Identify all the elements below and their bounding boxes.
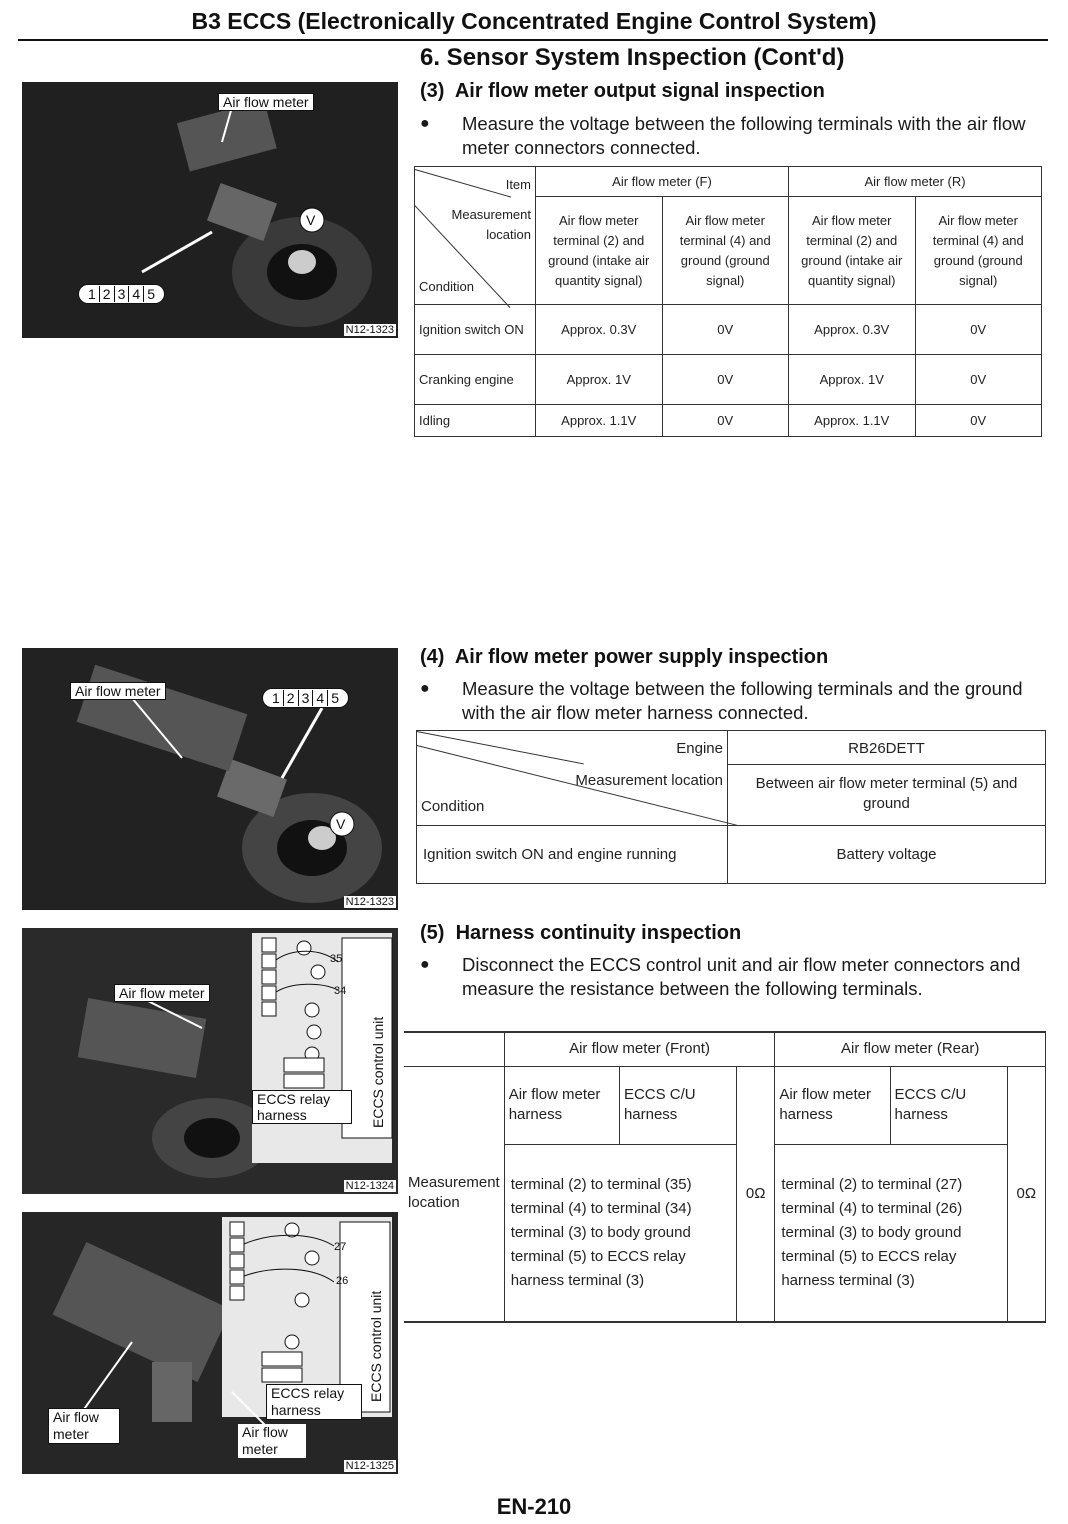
pin-3: 3 xyxy=(115,286,130,302)
sub4-header-right xyxy=(728,731,1046,826)
measurement-location: Between air flow meter terminal (5) and ground xyxy=(755,774,1018,812)
header-divider xyxy=(18,39,1048,41)
figure-afm-output-photo xyxy=(22,82,398,338)
cell-value: 0V xyxy=(915,355,1042,405)
bullet-dot-icon: ● xyxy=(420,680,430,697)
sub5-continuity-table xyxy=(404,1031,1046,1323)
corner-location: Measurement location xyxy=(575,772,723,789)
pin-3: 3 xyxy=(299,690,314,706)
corner-engine: Engine xyxy=(676,740,723,757)
cell-value: Approx. 1V xyxy=(789,355,916,405)
fig3-label-eccs-control-unit: ECCS control unit xyxy=(370,1016,386,1128)
fig3-terminal-b: 34 xyxy=(334,985,347,997)
col-rear-ground: Air flow meter terminal (4) and ground (ground signal) xyxy=(915,197,1042,305)
row-condition: Ignition switch ON and engine running xyxy=(417,826,728,884)
list-item: terminal (4) to terminal (34) xyxy=(510,1199,692,1217)
group-afm-front: Air flow meter (Front) xyxy=(504,1032,775,1066)
sub4-bullet-text: Measure the voltage between the following terminals and the ground with the air flow meter harness connected. xyxy=(462,678,1023,723)
corner-condition: Condition xyxy=(421,798,485,815)
cell-value: Approx. 1.1V xyxy=(789,405,916,437)
fig3-label-eccs-relay-harness: ECCS relay harness xyxy=(252,1090,352,1124)
cell-value: Approx. 0.3V xyxy=(536,305,663,355)
group-afm-rear: Air flow meter (R) xyxy=(789,167,1042,197)
fig1-code: N12-1323 xyxy=(345,324,394,336)
fig4-label-eccs-control-unit: ECCS control unit xyxy=(368,1290,384,1402)
fig4-label-air-flow-meter-left: Air flow meter xyxy=(48,1408,120,1444)
pin-1: 1 xyxy=(85,286,100,302)
cell-value: Approx. 1V xyxy=(536,355,663,405)
fig3-code: N12-1324 xyxy=(345,1180,394,1192)
group-afm-rear: Air flow meter (Rear) xyxy=(775,1032,1046,1066)
table-row xyxy=(417,826,1046,884)
pin-4: 4 xyxy=(313,690,328,706)
col-front-ground: Air flow meter terminal (4) and ground (ground signal) xyxy=(662,197,789,305)
list-item: terminal (2) to terminal (35) xyxy=(510,1175,692,1193)
cell-value: Battery voltage xyxy=(728,826,1046,884)
table-row xyxy=(415,355,1042,405)
col-rear-afm-harness: Air flow meter harness xyxy=(775,1066,890,1144)
harness-diagram-illustration xyxy=(22,928,398,1194)
fig1-meter-symbol: V xyxy=(306,212,316,228)
sub3-bullet xyxy=(420,112,1045,162)
pin-2: 2 xyxy=(100,286,115,302)
col-front-afm-harness: Air flow meter harness xyxy=(504,1066,619,1144)
figure-harness-rear-photo xyxy=(22,1212,398,1474)
sub3-heading xyxy=(420,80,825,103)
fig4-code: N12-1325 xyxy=(345,1460,394,1472)
row-condition: Cranking engine xyxy=(415,355,536,405)
sub4-corner-cell xyxy=(417,731,728,826)
cell-value: Approx. 1.1V xyxy=(536,405,663,437)
sub3-voltage-table xyxy=(414,166,1042,437)
group-afm-front: Air flow meter (F) xyxy=(536,167,789,197)
section-title: 6. Sensor System Inspection (Cont'd) xyxy=(420,44,845,71)
fig4-label-eccs-relay-harness: ECCS relay harness xyxy=(266,1384,362,1420)
fig4-terminal-b: 26 xyxy=(336,1275,349,1287)
sub4-heading xyxy=(420,646,828,669)
fig2-label-air-flow-meter: Air flow meter xyxy=(70,682,166,700)
fig2-meter-symbol: V xyxy=(336,816,346,832)
sub4-table-wrap xyxy=(416,730,1046,884)
sub5-bullet xyxy=(420,953,1048,1027)
fig3-terminal-a: 35 xyxy=(330,953,343,965)
col-rear-ecu-harness: ECCS C/U harness xyxy=(890,1066,1007,1144)
sub5-title: Harness continuity inspection xyxy=(455,922,742,944)
engine-photo-illustration xyxy=(22,82,398,338)
cell-value: 0V xyxy=(662,305,789,355)
empty-corner xyxy=(404,1032,504,1066)
page-header-title: B3 ECCS (Electronically Concentrated Engine Control System) xyxy=(191,8,877,34)
row-condition: Idling xyxy=(415,405,536,437)
cell-value: 0V xyxy=(662,355,789,405)
list-item: terminal (5) to ECCS relay harness terminal (3) xyxy=(781,1247,957,1289)
sub3-number: (3) xyxy=(420,80,445,102)
col-front-ecu-harness: ECCS C/U harness xyxy=(619,1066,736,1144)
cell-value: 0V xyxy=(915,405,1042,437)
pin-5: 5 xyxy=(147,286,155,302)
col-front-signal: Air flow meter terminal (2) and ground (intake air quantity signal) xyxy=(536,197,663,305)
sub5-heading xyxy=(420,922,741,945)
sub4-number: (4) xyxy=(420,646,445,668)
fig1-connector-pins xyxy=(78,284,165,304)
front-resistance-value: 0Ω xyxy=(737,1066,775,1322)
sub4-title: Air flow meter power supply inspection xyxy=(454,646,829,668)
figure-harness-front-photo xyxy=(22,928,398,1194)
sub3-title: Air flow meter output signal inspection xyxy=(454,80,825,102)
cell-value: 0V xyxy=(915,305,1042,355)
row-condition: Ignition switch ON xyxy=(415,305,536,355)
pin-1: 1 xyxy=(269,690,284,706)
figure-afm-power-photo xyxy=(22,648,398,910)
list-item: terminal (3) to body ground xyxy=(510,1223,691,1241)
cell-value: Approx. 0.3V xyxy=(789,305,916,355)
sub3-bullet-text: Measure the voltage between the following terminals with the air flow meter connectors connected. xyxy=(462,113,1026,158)
list-item: terminal (5) to ECCS relay harness terminal (3) xyxy=(510,1247,686,1289)
row-measurement-location: Measurement location xyxy=(404,1066,504,1322)
list-item: terminal (4) to terminal (26) xyxy=(781,1199,963,1217)
pin-5: 5 xyxy=(331,690,339,706)
rear-resistance-value: 0Ω xyxy=(1007,1066,1045,1322)
rear-terminal-list xyxy=(775,1144,1007,1322)
list-item: terminal (2) to terminal (27) xyxy=(781,1175,963,1193)
bullet-dot-icon: ● xyxy=(420,956,430,973)
fig4-label-air-flow-meter-right: Air flow meter xyxy=(238,1424,306,1458)
fig4-terminal-a: 27 xyxy=(334,1241,347,1253)
pin-2: 2 xyxy=(284,690,299,706)
sub4-bullet xyxy=(420,677,1045,727)
engine-model: RB26DETT xyxy=(728,734,1045,765)
fig3-label-air-flow-meter: Air flow meter xyxy=(114,984,210,1002)
sub3-table-wrap xyxy=(414,166,1042,437)
page-number: EN-210 xyxy=(496,1494,572,1519)
sub5-table-wrap xyxy=(404,1031,1046,1323)
sub5-number: (5) xyxy=(420,922,445,944)
corner-condition: Condition xyxy=(419,278,474,294)
corner-item: Item xyxy=(505,176,531,192)
table-row xyxy=(415,305,1042,355)
fig2-connector-pins xyxy=(262,688,349,708)
corner-location: Measurement location xyxy=(451,206,531,242)
front-terminal-list xyxy=(504,1144,736,1322)
pin-4: 4 xyxy=(129,286,144,302)
fig1-label-air-flow-meter: Air flow meter xyxy=(218,93,314,111)
col-rear-signal: Air flow meter terminal (2) and ground (intake air quantity signal) xyxy=(789,197,916,305)
sub5-bullet-text: Disconnect the ECCS control unit and air flow meter connectors and measure the resistance between the following terminals. xyxy=(462,954,1021,999)
sub4-voltage-table xyxy=(416,730,1046,884)
sub3-corner-cell xyxy=(415,167,536,305)
fig2-code: N12-1323 xyxy=(345,896,394,908)
bullet-dot-icon: ● xyxy=(420,115,430,132)
list-item: terminal (3) to body ground xyxy=(781,1223,962,1241)
table-row xyxy=(415,405,1042,437)
cell-value: 0V xyxy=(662,405,789,437)
